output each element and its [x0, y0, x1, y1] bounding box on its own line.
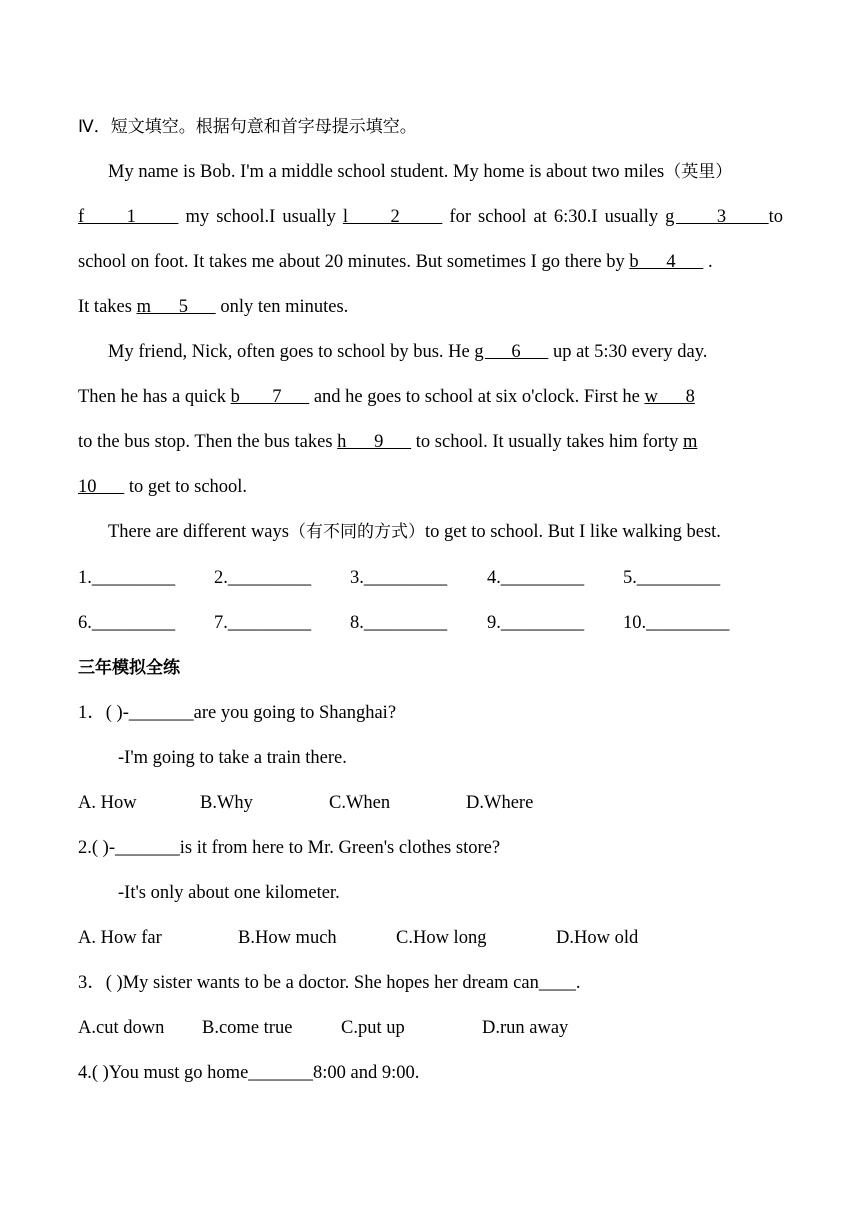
blank-5: m 5	[136, 297, 216, 317]
passage-line: to the bus stop. Then the bus takes h 9 to school. It usually takes him forty m	[78, 432, 698, 452]
passage-line: There are different ways（有不同的方式）to get to school. But I like walking best.	[108, 522, 721, 542]
answer-blank-1[interactable]: 1._________	[78, 568, 176, 588]
option-c[interactable]: C.How long	[396, 928, 487, 948]
blank-2: l 2	[342, 207, 443, 227]
option-a[interactable]: A.cut down	[78, 1018, 165, 1038]
option-b[interactable]: B.How much	[238, 928, 337, 948]
answer-blank-10[interactable]: 10._________	[623, 613, 730, 633]
blank-4: b 4	[629, 252, 704, 272]
answer-blank-5[interactable]: 5._________	[623, 568, 721, 588]
option-d[interactable]: D.How old	[556, 928, 639, 948]
question-1-reply: -I'm going to take a train there.	[118, 748, 347, 768]
blank-10-end: 10	[78, 477, 125, 497]
option-a[interactable]: A. How far	[78, 928, 162, 948]
passage-line: My friend, Nick, often goes to school by bus. He g 6 up at 5:30 every day.	[108, 342, 708, 362]
answer-blank-8[interactable]: 8._________	[350, 613, 448, 633]
answer-blank-6[interactable]: 6._________	[78, 613, 176, 633]
answer-blank-2[interactable]: 2._________	[214, 568, 312, 588]
answer-blank-9[interactable]: 9._________	[487, 613, 585, 633]
practice-title: 三年模拟全练	[78, 658, 180, 678]
question-2-reply: -It's only about one kilometer.	[118, 883, 340, 903]
blank-9: h 9	[337, 432, 412, 452]
option-b[interactable]: B.come true	[202, 1018, 293, 1038]
option-c[interactable]: C.put up	[341, 1018, 405, 1038]
passage-line: 10 to get to school.	[78, 477, 248, 497]
question-3-stem: 3．( )My sister wants to be a doctor. She hopes her dream can____.	[78, 973, 581, 993]
question-2-stem: 2.( )-_______is it from here to Mr. Green's clothes store?	[78, 838, 501, 858]
blank-3: g 3	[665, 207, 769, 227]
blank-7: b 7	[230, 387, 310, 407]
question-1-stem: 1．( )-_______are you going to Shanghai?	[78, 703, 397, 723]
option-b[interactable]: B.Why	[200, 793, 253, 813]
blank-8: w 8	[644, 387, 695, 407]
option-d[interactable]: D.Where	[466, 793, 534, 813]
passage-line: My name is Bob. I'm a middle school student. My home is about two miles（英里）	[108, 162, 733, 182]
passage-line: It takes m 5 only ten minutes.	[78, 297, 349, 317]
question-4-stem: 4.( )You must go home_______8:00 and 9:00.	[78, 1063, 420, 1083]
passage-line: Then he has a quick b 7 and he goes to school at six o'clock. First he w 8	[78, 387, 695, 407]
passage-line: school on foot. It takes me about 20 minutes. But sometimes I go there by b 4 .	[78, 252, 713, 272]
answer-blank-7[interactable]: 7._________	[214, 613, 312, 633]
blank-10-start: m	[682, 432, 698, 452]
blank-1: f 1	[78, 207, 179, 227]
option-d[interactable]: D.run away	[482, 1018, 569, 1038]
blank-6: g 6	[474, 342, 549, 362]
answer-blank-3[interactable]: 3._________	[350, 568, 448, 588]
section-heading: Ⅳ．短文填空。根据句意和首字母提示填空。	[78, 117, 417, 137]
answer-blank-4[interactable]: 4._________	[487, 568, 585, 588]
option-c[interactable]: C.When	[329, 793, 391, 813]
option-a[interactable]: A. How	[78, 793, 137, 813]
passage-line: f 1 my school.I usually l 2 for school at 6:30.I usually g 3 to	[78, 207, 784, 227]
